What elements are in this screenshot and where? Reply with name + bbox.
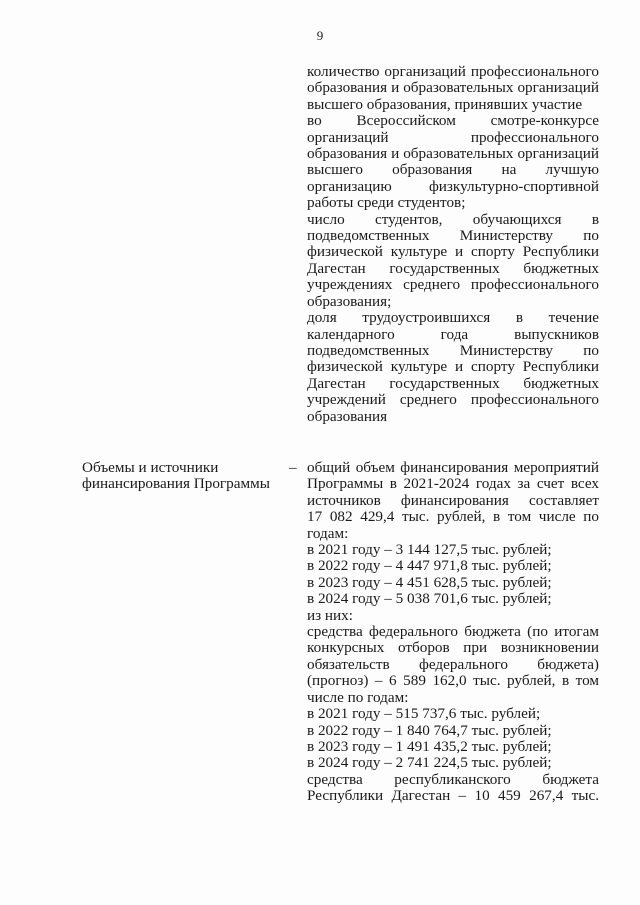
text-line: организаций профессионального — [307, 128, 599, 146]
text-line: числе по годам: — [307, 688, 409, 706]
text-line: Программы в 2021-2024 годах за счет всех — [307, 475, 599, 493]
text-line: в 2021 году – 3 144 127,5 тыс. рублей; — [307, 541, 552, 559]
text-line: в 2022 году – 4 447 971,8 тыс. рублей; — [307, 557, 552, 575]
text-line: высшего образования, принявших участие — [307, 95, 583, 113]
text-line: конкурсных отборов при возникновении — [307, 639, 599, 657]
text-line: образования и образовательных организаций — [307, 79, 599, 97]
text-line: организацию физкультурно-спортивной — [307, 177, 599, 195]
page-number: 9 — [316, 28, 324, 43]
text-line: доля трудоустроившихся в течение — [307, 309, 599, 327]
text-line: подведомственных Министерству по — [307, 341, 599, 359]
text-line: календарного года выпускников — [307, 325, 599, 343]
text-line: высшего образования на лучшую — [307, 161, 599, 179]
text-line: в 2023 году – 1 491 435,2 тыс. рублей; — [307, 737, 552, 755]
text-line: в 2024 году – 2 741 224,5 тыс. рублей; — [307, 754, 552, 772]
text-line: 17 082 429,4 тыс. рублей, в том числе по — [307, 508, 599, 526]
text-line: число студентов, обучающихся в — [307, 210, 599, 228]
text-line: подведомственных Министерству по — [307, 227, 599, 245]
separator-dash: – — [289, 459, 297, 476]
text-line: источников финансирования составляет — [307, 491, 599, 509]
text-line: учреждениях среднего профессионального — [307, 276, 599, 294]
text-line: образования — [307, 407, 388, 425]
text-line: количество организаций профессионального — [307, 63, 599, 80]
text-line: физической культуре и спорту Республики — [307, 243, 599, 261]
text-line: образования; — [307, 292, 392, 310]
text-line: учреждений среднего профессионального — [307, 391, 599, 409]
text-line: в 2022 году – 1 840 764,7 тыс. рублей; — [307, 721, 552, 739]
text-line: (прогноз) – 6 589 162,0 тыс. рублей, в том — [307, 672, 599, 690]
text-line: обязательств федерального бюджета) — [307, 655, 599, 673]
text-line: физической культуре и спорту Республики — [307, 358, 599, 376]
financing-section-label — [82, 460, 282, 493]
text-line: средства федерального бюджета (по итогам — [307, 623, 599, 641]
text-line: в 2023 году – 4 451 628,5 тыс. рублей; — [307, 573, 552, 591]
text-line: в 2024 году – 5 038 701,6 тыс. рублей; — [307, 590, 552, 608]
label-line: Объемы и источники — [82, 459, 219, 476]
indicators-text-block — [307, 64, 599, 425]
text-line: общий объем финансирования мероприятий — [307, 459, 599, 476]
text-line: годам: — [307, 524, 349, 542]
text-line: Дагестан государственных бюджетных — [307, 259, 599, 277]
label-line: финансирования Программы — [82, 475, 270, 493]
text-line: во Всероссийском смотре-конкурсе — [307, 112, 599, 130]
text-line: Республики Дагестан – 10 459 267,4 тыс. — [307, 787, 599, 805]
text-line: в 2021 году – 515 737,6 тыс. рублей; — [307, 705, 541, 723]
text-line: средства республиканского бюджета — [307, 770, 599, 788]
text-line: Дагестан государственных бюджетных — [307, 374, 599, 392]
text-line: образования и образовательных организаций — [307, 145, 599, 163]
financing-text-block — [307, 460, 599, 805]
text-line: из них: — [307, 606, 353, 624]
text-line: работы среди студентов; — [307, 194, 466, 212]
